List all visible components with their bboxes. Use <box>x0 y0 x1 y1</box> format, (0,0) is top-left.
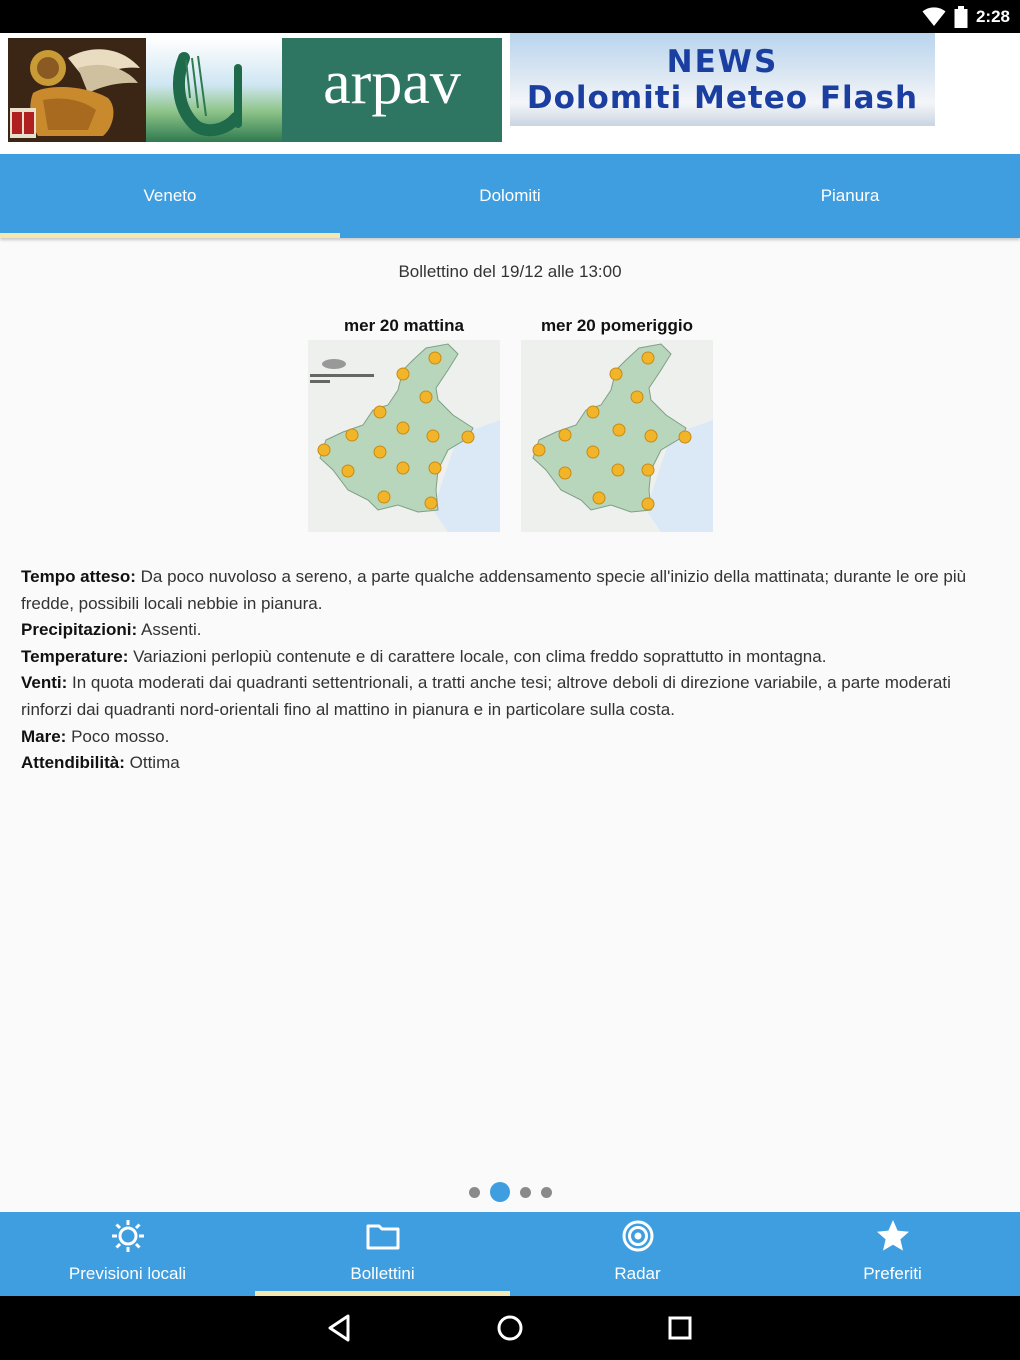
status-time: 2:28 <box>975 7 1010 26</box>
tab-label: Dolomiti <box>479 186 541 205</box>
forecast-item-temperature: Temperature: Variazioni perlopiù contenute e di carattere locale, con clima freddo soprattutto in montagna. <box>21 646 827 666</box>
header-banner <box>0 33 1020 154</box>
page-indicator <box>0 1180 1020 1204</box>
news-title: NEWS <box>666 43 779 80</box>
map-label-afternoon: mer 20 pomeriggio <box>540 316 694 335</box>
page-dot[interactable] <box>541 1187 552 1198</box>
arpav-logo[interactable] <box>8 38 502 142</box>
news-banner[interactable] <box>510 33 935 126</box>
tab-pianura[interactable] <box>680 154 1020 238</box>
wifi-icon <box>922 7 946 27</box>
recents-icon[interactable] <box>664 1312 696 1344</box>
bulletin-date: Bollettino del 19/12 alle 13:00 <box>398 262 622 281</box>
status-icons <box>922 6 1010 28</box>
nav-label: Bollettini <box>350 1264 415 1283</box>
radar-icon <box>620 1218 656 1254</box>
tab-dolomiti[interactable] <box>340 154 680 238</box>
map-card-morning[interactable] <box>308 316 500 532</box>
nav-label: Preferiti <box>863 1264 922 1283</box>
nav-preferiti[interactable] <box>765 1212 1020 1296</box>
tab-label: Pianura <box>820 186 880 205</box>
forecast-text <box>21 564 996 777</box>
tab-veneto[interactable] <box>0 154 340 238</box>
nav-bollettini[interactable] <box>255 1212 510 1296</box>
battery-icon <box>954 6 968 28</box>
tab-label: Veneto <box>143 186 197 205</box>
logo-text: arpav <box>282 38 502 142</box>
forecast-item-attendibilita: Attendibilità: Ottima <box>21 753 180 773</box>
news-subtitle: Dolomiti Meteo Flash <box>526 79 919 116</box>
forecast-item-mare: Mare: Poco mosso. <box>21 726 170 746</box>
forecast-item-venti: Venti: In quota moderati dai quadranti settentrionali, a tratti anche tesi; altrove deboli di direzione variabile, a parte moderati rinforzi dai quadranti nord-orientali fino al mattino in pianura e in particolare sulla costa. <box>21 673 951 719</box>
weather-map-morning <box>308 340 500 532</box>
page-dot[interactable] <box>520 1187 531 1198</box>
nav-radar[interactable] <box>510 1212 765 1296</box>
nav-label: Previsioni locali <box>68 1264 187 1283</box>
weather-map-afternoon <box>521 340 713 532</box>
lion-emblem <box>8 38 146 142</box>
region-tabs <box>0 154 1020 238</box>
system-navigation-bar <box>0 1296 1020 1360</box>
map-label-morning: mer 20 mattina <box>344 316 464 335</box>
back-icon[interactable] <box>324 1312 356 1344</box>
nav-previsioni-locali[interactable] <box>0 1212 255 1296</box>
bulletin-content <box>0 238 1020 1208</box>
map-card-afternoon[interactable] <box>521 316 713 532</box>
folder-icon <box>365 1218 401 1254</box>
page-dot-active[interactable] <box>490 1182 510 1202</box>
sun-icon <box>110 1218 146 1254</box>
bottom-navigation <box>0 1212 1020 1296</box>
harp-emblem <box>146 38 282 142</box>
status-bar <box>0 0 1020 33</box>
forecast-item-tempo: Tempo atteso: Da poco nuvoloso a sereno, a parte qualche addensamento specie all'inizio della mattinata; durante le ore più fredde, possibili locali nebbie in pianura. <box>21 567 967 613</box>
home-icon[interactable] <box>494 1312 526 1344</box>
nav-label: Radar <box>614 1264 661 1283</box>
page-dot[interactable] <box>469 1187 480 1198</box>
forecast-item-precipitazioni: Precipitazioni: Assenti. <box>21 620 202 640</box>
star-icon <box>875 1218 911 1254</box>
